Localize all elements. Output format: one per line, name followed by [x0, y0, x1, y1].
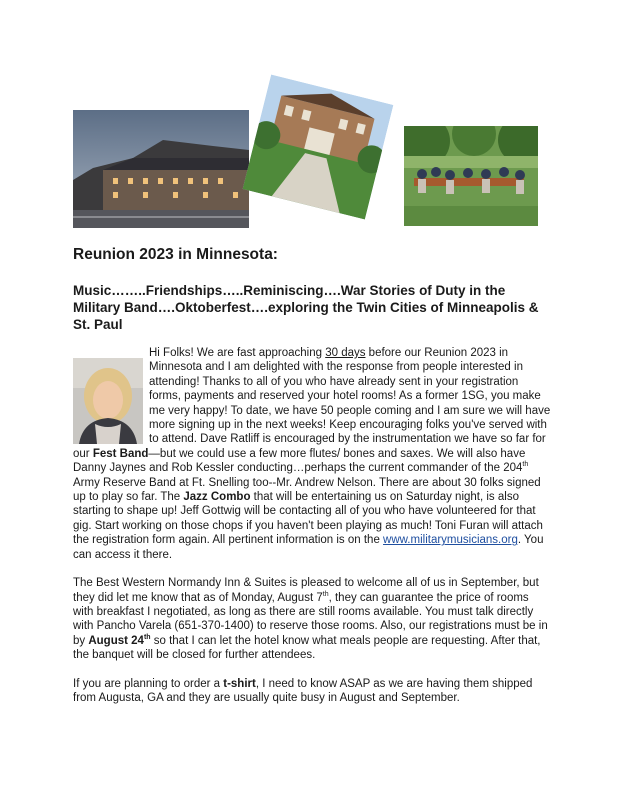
paragraph-hotel	[73, 576, 551, 662]
hotel-building-photo	[73, 110, 249, 228]
text: If you are planning to order a	[73, 677, 224, 690]
superscript: th	[322, 590, 329, 598]
text: . You can access it there.	[73, 534, 544, 561]
paragraph-tshirt	[73, 677, 551, 706]
text: before our Reunion 2023 in Minnesota and I am delighted with the response from people interested in attending! Thanks to all of you who have already sent in your registration forms, payments and reserved your hotel rooms! As a former 1SG, you make me very happy! To date, we have 50 people coming and I am sure we will have more signing up in the next weeks! Keep encouraging folks you've served with to attend. Dave Ratliff is encouraged by the instrumentation we have so far for our	[73, 347, 551, 460]
superscript: th	[143, 633, 151, 641]
page-title: Reunion 2023 in Minnesota:	[73, 246, 278, 263]
text: , I need to know ASAP as we are having them shipped from Augusta, GA and they are usually quite busy in August and September.	[73, 677, 533, 704]
deadline-date: August 24	[88, 634, 144, 647]
superscript: th	[522, 461, 529, 469]
fest-band-label: Fest Band	[92, 447, 149, 460]
text: Army Reserve Band at Ft. Snelling too--Mr. Andrew Nelson. There are about 30 folks signed up to play so far. The	[73, 476, 541, 504]
historic-mansion-photo	[243, 75, 394, 220]
text: Hi Folks! We are fast approaching	[149, 347, 326, 359]
website-link[interactable]: www.militarymusicians.org	[383, 534, 518, 547]
text: The Best Western Normandy Inn & Suites is pleased to welcome all of us in September, but they did let me know that as of Monday, August 7	[73, 577, 539, 604]
text: so that I can let the hotel know what meals people are requesting. After that, the banquet will be closed for further attendees.	[73, 634, 541, 662]
jazz-combo-label: Jazz Combo	[183, 491, 251, 504]
tshirt-label: t-shirt	[223, 677, 256, 690]
page-subtitle: Music……..Friendships…..Reminiscing….War Stories of Duty in the Military Band….Oktoberfest….exploring the Twin Cities of Minneapolis & St. Paul	[73, 283, 539, 332]
paragraph-reunion-update	[73, 346, 551, 562]
text: , they can guarantee the price of rooms with breakfast I negotiated, as long as there are still rooms available. You must talk directly with Pancho Varela (651-370-1400) to reserve those rooms. Also, our registrations must be in by	[73, 591, 548, 647]
letter-body	[73, 346, 551, 719]
underlined-days: 30 days	[325, 347, 366, 359]
text: that will be entertaining us on Saturday night, is also starting to shape up! Jeff Gottwig will be contacting all of you who have volunteered for that gig. Start working on those chops if you haven't been playing as much! Toni Furan will attach the registration form again. All pertinent information is on the	[73, 491, 543, 547]
text: —but we could use a few more flutes/ bones and saxes. We will also have Danny Jaynes and Rob Kessler conducting…perhaps the current commander of the 204	[73, 447, 526, 475]
outdoor-gathering-photo	[404, 126, 538, 226]
